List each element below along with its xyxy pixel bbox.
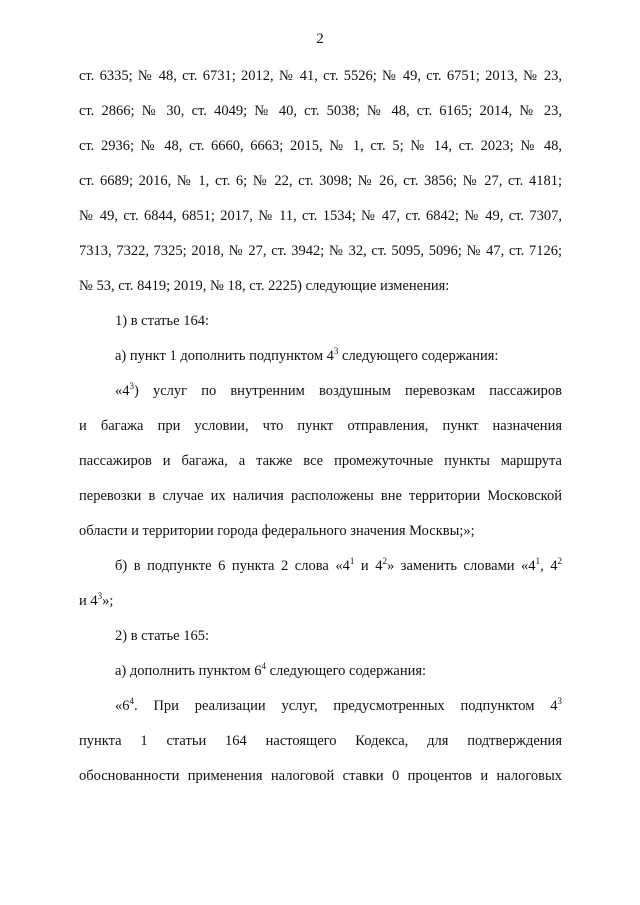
text-segment: б) в подпункте 6 пункта 2 слова «4 (115, 558, 350, 574)
text-segment: и 4 (79, 593, 98, 609)
text-segment: » заменить словами «4 (386, 558, 536, 574)
superscript: 1 (349, 556, 355, 566)
text-segment: ) услуг по внутренним воздушным перевозкам пассажиров (134, 383, 562, 399)
item-2-heading: 2) в статье 165: (115, 628, 209, 644)
text-line-9 (115, 347, 562, 365)
superscript: 1 (535, 556, 541, 566)
superscript: 4 (261, 661, 266, 671)
text-line-19 (115, 697, 562, 715)
text-segment: »; (102, 593, 114, 609)
text-line-5: № 49, ст. 6844, 6851; 2017, № 11, ст. 1534; № 47, ст. 6842; № 49, ст. 7307, (79, 208, 562, 224)
text-line-16 (79, 592, 562, 610)
text-segment: а) дополнить пунктом 6 (115, 663, 262, 679)
text-line-12: пассажиров и багажа, а также все промежуточные пункты маршрута (79, 453, 562, 469)
superscript: 2 (382, 556, 387, 566)
text-segment: а) пункт 1 дополнить подпунктом 4 (115, 348, 334, 364)
text-line-14: области и территории города федерального значения Москвы;»; (79, 523, 475, 539)
text-line-21: обоснованности применения налоговой ставки 0 процентов и налоговых (79, 768, 562, 784)
text-line-20: пункта 1 статьи 164 настоящего Кодекса, для подтверждения (79, 733, 562, 749)
text-line-11: и багажа при условии, что пункт отправления, пункт назначения (79, 418, 562, 434)
superscript: 3 (557, 696, 562, 706)
superscript: 3 (129, 381, 134, 391)
superscript: 2 (557, 556, 562, 566)
text-line-3: ст. 2936; № 48, ст. 6660, 6663; 2015, № 1, ст. 5; № 14, ст. 2023; № 48, (79, 138, 562, 154)
text-line-6: 7313, 7322, 7325; 2018, № 27, ст. 3942; № 32, ст. 5095, 5096; № 47, ст. 7126; (79, 243, 562, 259)
text-segment: . При реализации услуг, предусмотренных подпунктом 4 (134, 698, 558, 714)
text-segment: следующего содержания: (265, 663, 427, 679)
text-line-7: № 53, ст. 8419; 2019, № 18, ст. 2225) следующие изменения: (79, 278, 450, 294)
text-segment: «6 (115, 698, 130, 714)
text-line-1: ст. 6335; № 48, ст. 6731; 2012, № 41, ст. 5526; № 49, ст. 6751; 2013, № 23, (79, 68, 562, 84)
superscript: 3 (97, 591, 103, 601)
text-line-10 (115, 382, 562, 400)
superscript: 3 (333, 346, 339, 356)
text-segment: , 4 (540, 558, 558, 574)
text-segment: следующего содержания: (338, 348, 499, 364)
text-segment: и 4 (354, 558, 383, 574)
text-line-4: ст. 6689; 2016, № 1, ст. 6; № 22, ст. 3098; № 26, ст. 3856; № 27, ст. 4181; (79, 173, 562, 189)
superscript: 4 (129, 696, 134, 706)
page-number: 2 (316, 31, 324, 47)
text-line-15 (115, 557, 562, 575)
text-line-2: ст. 2866; № 30, ст. 4049; № 40, ст. 5038; № 48, ст. 6165; 2014, № 23, (79, 103, 562, 119)
item-1-heading: 1) в статье 164: (115, 313, 209, 329)
text-line-18 (115, 662, 562, 680)
text-segment: «4 (115, 383, 130, 399)
text-line-13: перевозки в случае их наличия расположены вне территории Московской (79, 488, 562, 504)
